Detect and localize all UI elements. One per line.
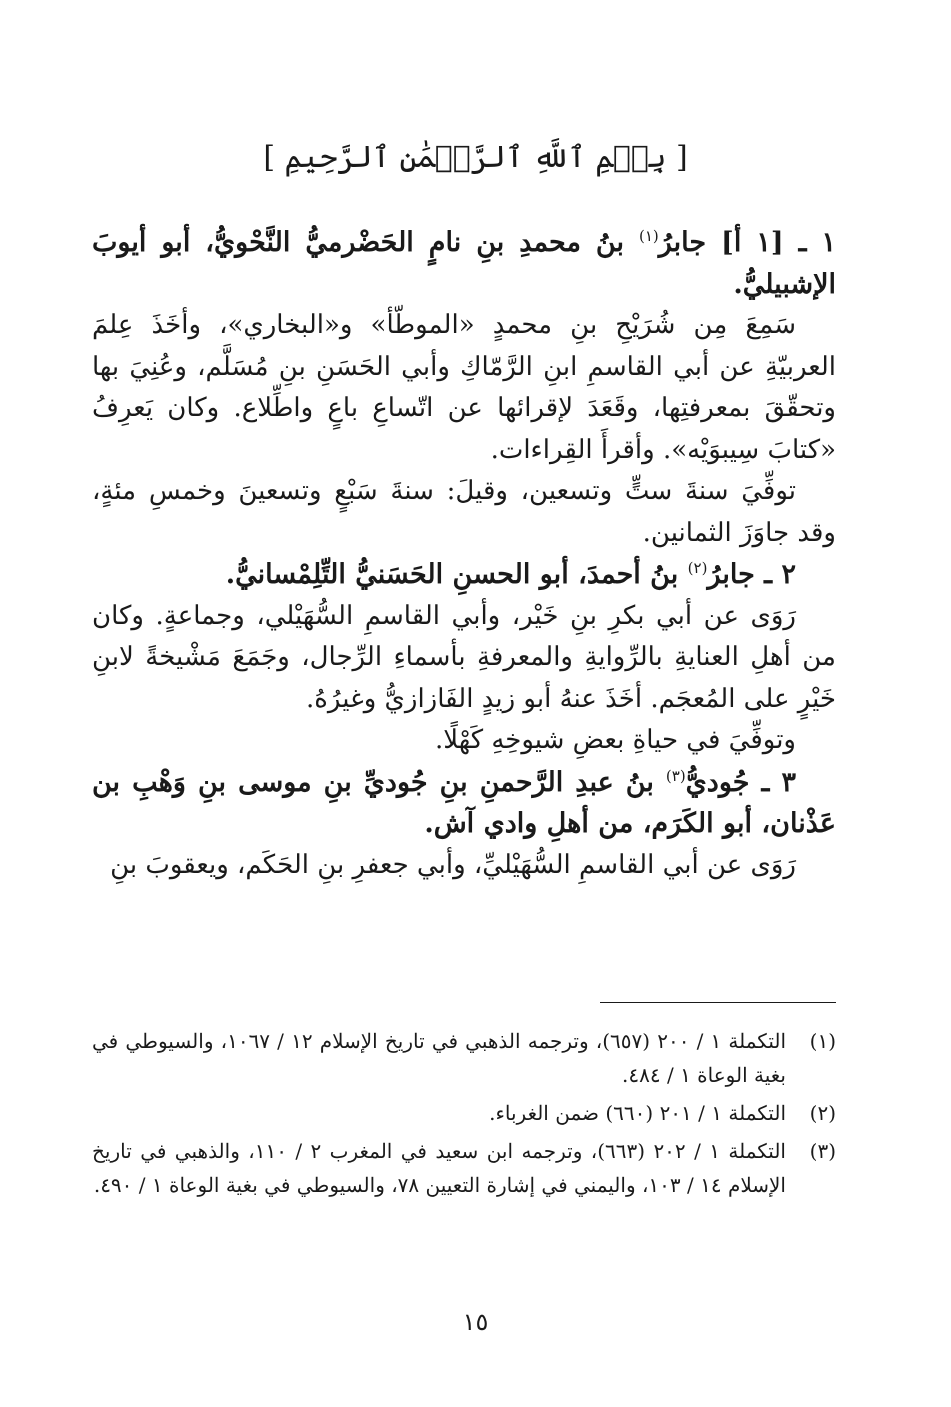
entry-1-paragraph-2: توفِّيَ سنةَ ستٍّ وتسعين، وقيلَ: سنةَ سَبْعٍ وتسعينَ وخمسِ مئةٍ، وقد جاوَزَ الثمانين.	[92, 476, 836, 548]
footnote-separator	[600, 1002, 836, 1003]
footnote-ref-1: (١)	[638, 227, 659, 245]
footnote-2	[92, 1096, 836, 1130]
entry-heading-1-start: ١ ـ [١ أ] جابرُ	[658, 227, 836, 258]
entry-3-paragraph-1: رَوَى عن أبي القاسمِ السُّهَيْليِّ، وأبي جعفرِ بنِ الحَكَم، ويعقوبَ بنِ	[110, 849, 796, 880]
entry-heading-1	[92, 222, 836, 305]
entry-1-paragraph-1: سَمِعَ مِن شُرَيْحِ بنِ محمدٍ «الموطّأ» و«البخاري»، وأخَذَ عِلمَ العربيّةِ عن أبي القاسمِ ابنِ الرَّمّاكِ وأبي الحَسَنِ بنِ مُسَلَّم، وعُنِيَ بها وتحقّقَ بمعرفتِها، وقَعَدَ لإقرائها عن اتّساعِ باعٍ واطِّلاع. وكان يَعرِفُ «كتابَ سِيبوَيْه». وأقرأَ القِراءات.	[92, 310, 836, 465]
footnote-text: التكملة ١ / ٢٠١ (٦٦٠) ضمن الغرباء.	[489, 1101, 786, 1125]
footnote-3	[92, 1134, 836, 1202]
footnote-1	[92, 1024, 836, 1092]
footnote-ref-2: (٢)	[687, 559, 708, 577]
entry-heading-3-start: ٣ ـ جُوديُّ	[685, 766, 796, 798]
footnote-text: التكملة ١ / ٢٠٢ (٦٦٣)، وترجمه ابن سعيد في المغرب ٢ / ١١٠، والذهبي في تاريخ الإسلام ١٤ / ١٠٣، واليمني في إشارة التعيين ٧٨، والسيوطي في بغية الوعاة ١ / ٤٩٠.	[92, 1139, 786, 1197]
entry-heading-1-end: بنُ محمدِ بنِ نامٍ الحَضْرميُّ النَّحْويُّ، أبو أيوبَ الإشبيليُّ.	[92, 227, 836, 300]
footnote-number: (٣)	[809, 1139, 836, 1163]
entry-heading-2	[92, 554, 836, 596]
footnote-number: (١)	[809, 1029, 836, 1053]
footnotes	[92, 1024, 836, 1206]
entry-heading-2-start: ٢ ـ جابرُ	[707, 559, 796, 590]
footnote-text: التكملة ١ / ٢٠٠ (٦٥٧)، وترجمه الذهبي في تاريخ الإسلام ١٢ / ١٠٦٧، والسيوطي في بغية الوعاة ١ / ٤٨٤.	[92, 1029, 787, 1087]
footnote-number: (٢)	[809, 1101, 836, 1125]
entry-heading-3-end: بنُ عبدِ الرَّحمنِ بنِ جُوديِّ بنِ موسى بنِ وَهْبِ بن عَذْنان، أبو الكَرَم، من أهلِ وادي آش.	[92, 766, 836, 839]
entry-heading-2-end: بنُ أحمدَ، أبو الحسنِ الحَسَنيُّ التِّلِمْسانيُّ.	[225, 559, 688, 590]
main-text	[92, 222, 836, 886]
entry-2-paragraph-2: وتوفِّيَ في حياةِ بعضِ شيوخِهِ كَهْلًا.	[434, 725, 796, 755]
basmala-heading: [ بِسۡمِ ٱللَّهِ ٱلرَّحۡمَٰنِ ٱلرَّحِيمِ ]	[263, 140, 688, 175]
entry-heading-3	[92, 762, 836, 845]
page-number: ١٥	[462, 1308, 489, 1336]
entry-2-paragraph-1: رَوَى عن أبي بكرِ بنِ خَيْر، وأبي القاسمِ السُّهَيْلي، وجماعةٍ. وكان من أهلِ العنايةِ بالرِّوايةِ والمعرفةِ بأسماءِ الرِّجال، وجَمَعَ مَشْيخةً لابنِ خَيْرٍ على المُعجَم. أخَذَ عنهُ أبو زيدٍ الفَازازيُّ وغيرُهُ.	[92, 600, 836, 714]
footnote-ref-3: (٣)	[665, 766, 686, 785]
